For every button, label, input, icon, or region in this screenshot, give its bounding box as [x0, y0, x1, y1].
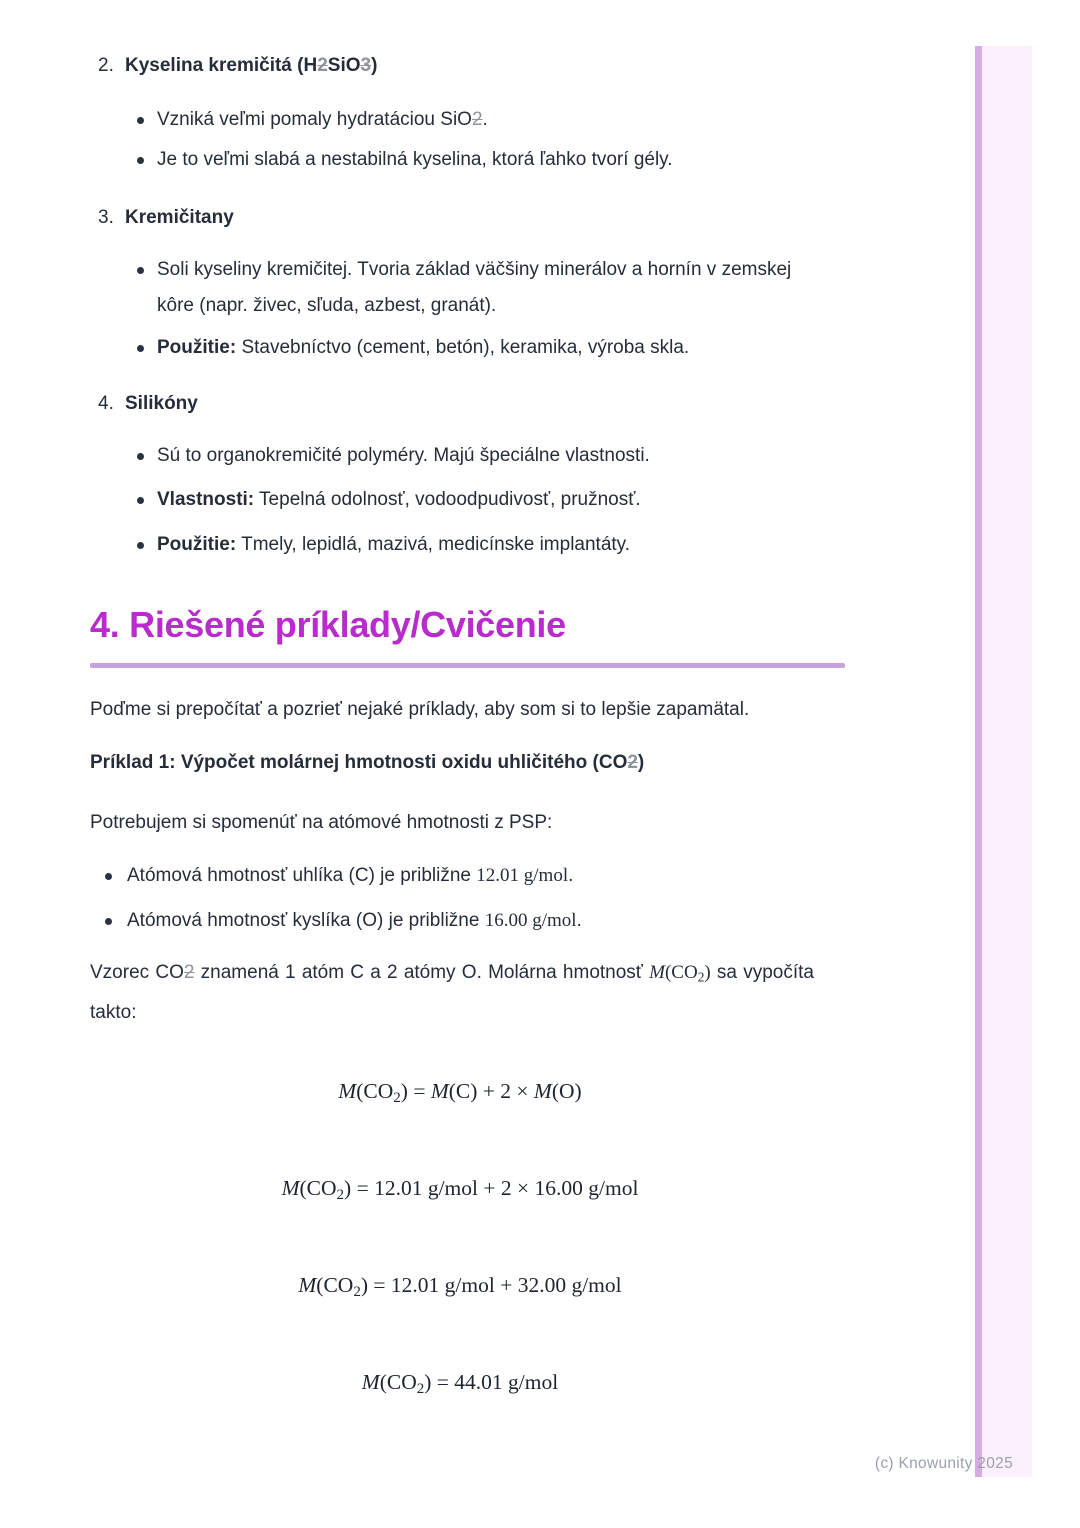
bullet-text: Použitie: Stavebníctvo (cement, betón), keramika, výroba skla. — [157, 337, 690, 358]
list-item-title: Silikóny — [125, 393, 198, 414]
formula-result: M(CO2) = 44.01 g/mol — [361, 1369, 559, 1397]
list-number: 2. — [98, 55, 114, 76]
list-item — [137, 102, 845, 138]
section-heading-underline — [90, 663, 845, 668]
sub-bullet-list — [90, 438, 845, 563]
sidebar-panel — [982, 46, 1032, 1477]
bullet-icon — [137, 542, 144, 549]
list-number: 3. — [98, 207, 114, 228]
list-item — [137, 330, 845, 366]
bullet-text: Soli kyseliny kremičitej. Tvoria základ väčšiny minerálov a hornín v zemskej kôre (napr. živec, sľuda, azbest, granát). — [157, 259, 792, 316]
formula-intermediate: M(CO2) = 12.01 g/mol + 32.00 g/mol — [298, 1272, 622, 1300]
sub-bullet-list — [90, 252, 845, 366]
formula-molar-mass-definition: M(CO2) = M(C) + 2 × M(O) — [338, 1079, 582, 1107]
bullet-text: Vlastnosti: Tepelná odolnosť, vodoodpudivosť, pružnosť. — [157, 489, 641, 510]
list-item-title: Kremičitany — [125, 207, 234, 228]
bullet-icon — [137, 453, 144, 460]
bullet-text: Je to veľmi slabá a nestabilná kyselina, ktorá ľahko tvorí gély. — [157, 149, 673, 170]
document-content — [90, 48, 845, 1406]
bullet-icon — [105, 918, 112, 925]
list-item — [137, 482, 845, 518]
list-item — [137, 142, 845, 178]
bullet-icon — [137, 157, 144, 164]
list-item-title: Kyselina kremičitá (H2SiO3) — [125, 55, 378, 76]
psp-paragraph: Potrebujem si spomenúť na atómové hmotnosti z PSP: — [90, 812, 553, 833]
bullet-text: Atómová hmotnosť uhlíka (C) je približne 12.01 g/mol. — [127, 865, 574, 886]
list-item-heading-kyselina — [98, 48, 845, 84]
vzorec-paragraph: Vzorec CO2 znamená 1 atóm C a 2 atómy O. Molárna hmotnosť M(CO2) sa vypočíta takto: — [90, 962, 814, 1024]
list-item-heading-kremicitany — [98, 200, 845, 236]
list-item — [137, 252, 845, 324]
atomic-mass-list — [90, 858, 845, 939]
bullet-text: Použitie: Tmely, lepidlá, mazivá, medicínske implantáty. — [157, 534, 631, 555]
bullet-icon — [105, 873, 112, 880]
formula-substituted: M(CO2) = 12.01 g/mol + 2 × 16.00 g/mol — [281, 1176, 639, 1203]
bullet-text: Vzniká veľmi pomaly hydratáciou SiO2. — [157, 109, 488, 130]
sub-bullet-list — [90, 102, 845, 178]
bullet-text: Atómová hmotnosť kyslíka (O) je približne 16.00 g/mol. — [127, 910, 582, 931]
section-heading: 4. Riešené príklady/Cvičenie — [90, 604, 566, 645]
watermark: (c) Knowunity 2025 — [874, 1455, 1013, 1472]
bullet-icon — [137, 497, 144, 504]
list-item — [105, 903, 845, 939]
example-heading: Príklad 1: Výpočet molárnej hmotnosti oxidu uhličitého (CO2) — [90, 752, 645, 773]
bullet-icon — [137, 267, 144, 274]
list-item — [137, 438, 845, 474]
list-item — [105, 858, 845, 894]
bullet-text: Sú to organokremičité polyméry. Majú špeciálne vlastnosti. — [157, 445, 650, 466]
bullet-icon — [137, 345, 144, 352]
list-item — [137, 527, 845, 563]
bullet-icon — [137, 117, 144, 124]
list-number: 4. — [98, 393, 114, 414]
intro-paragraph: Poďme si prepočítať a pozrieť nejaké príklady, aby som si to lepšie zapamätal. — [90, 699, 750, 720]
sidebar-strip — [975, 46, 982, 1477]
list-item-heading-silikony — [98, 386, 845, 422]
